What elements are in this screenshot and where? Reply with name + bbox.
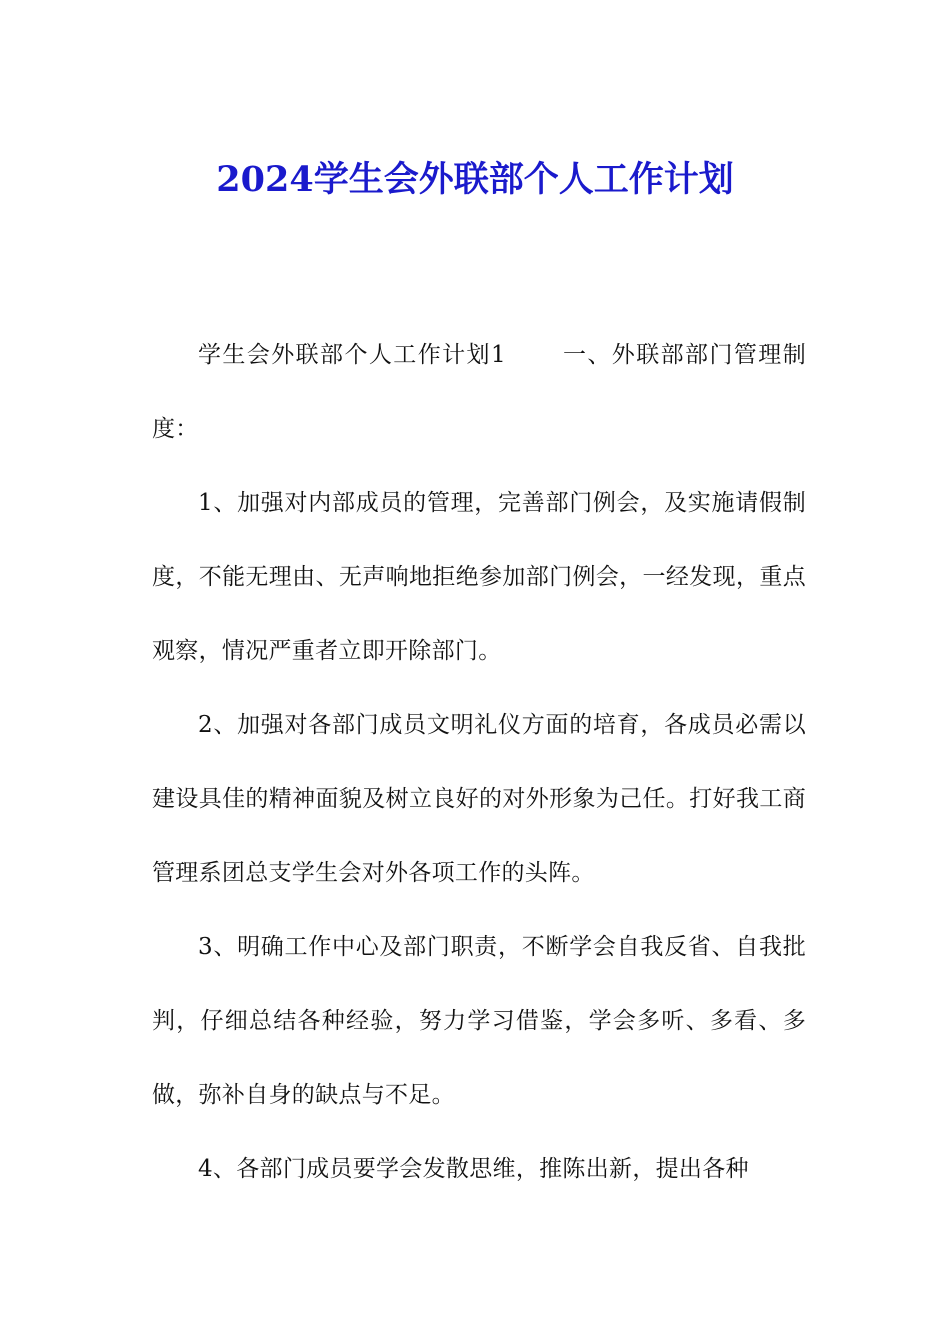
paragraph-item-3: 3、明确工作中心及部门职责，不断学会自我反省、自我批判，仔细总结各种经验，努力学习借鉴，学会多听、多看、多做，弥补自身的缺点与不足。 (152, 934, 806, 1108)
section-heading: 一、外联部部门管理制度： (152, 342, 806, 442)
paragraph-item-1: 1、加强对内部成员的管理，完善部门例会，及实施请假制度，不能无理由、无声响地拒绝参加部门例会，一经发现，重点观察，情况严重者立即开除部门。 (152, 490, 806, 664)
document-body (152, 318, 806, 1206)
paragraph-item-2: 2、加强对各部门成员文明礼仪方面的培育，各成员必需以建设具佳的精神面貌及树立良好的对外形象为己任。打好我工商管理系团总支学生会对外各项工作的头阵。 (152, 712, 806, 886)
document-title: 2024学生会外联部个人工作计划 (216, 159, 734, 200)
plan-heading: 学生会外联部个人工作计划1 (198, 342, 506, 368)
paragraph-intro (152, 318, 806, 466)
paragraph-item-4: 4、各部门成员要学会发散思维，推陈出新，提出各种 (198, 1156, 749, 1182)
